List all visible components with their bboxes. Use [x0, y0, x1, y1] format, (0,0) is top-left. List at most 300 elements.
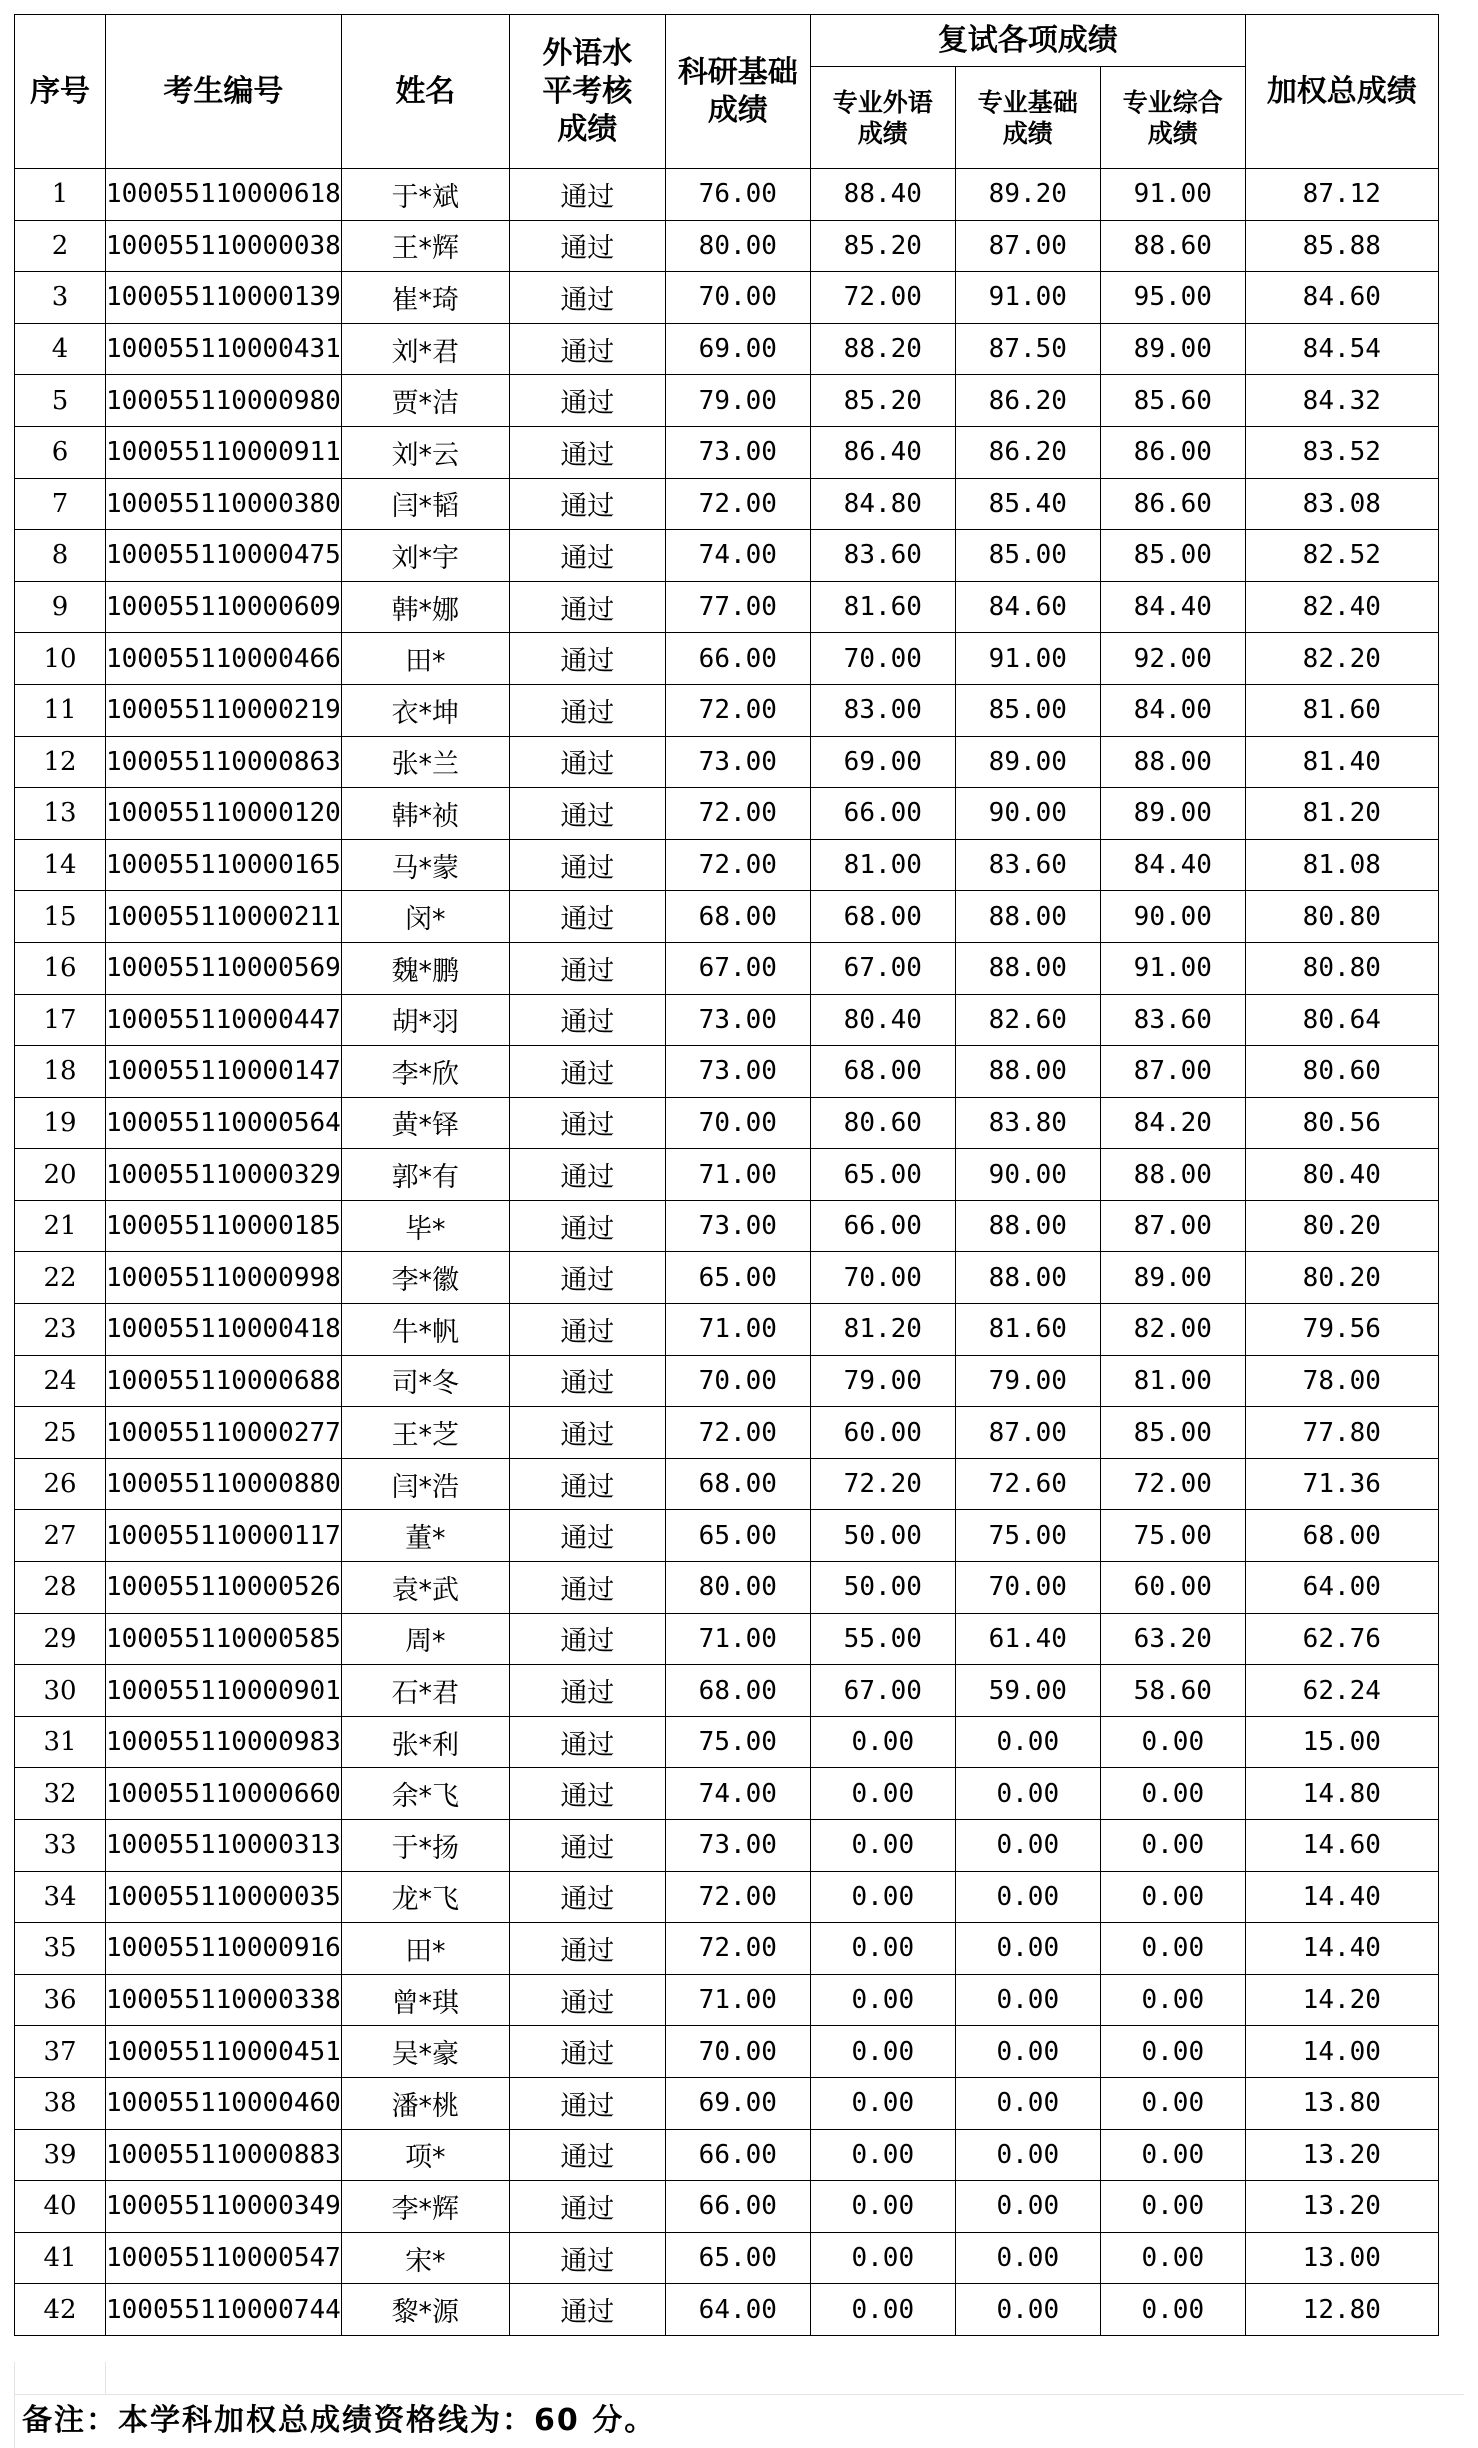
row-retest-basic: 87.50 — [955, 323, 1100, 375]
row-candidate-no: 100055110000460 — [106, 2077, 342, 2129]
row-retest-basic: 91.00 — [955, 633, 1100, 685]
table-row — [15, 1252, 1439, 1304]
row-name: 马*蒙 — [341, 839, 509, 891]
row-total: 64.00 — [1245, 1562, 1438, 1614]
row-research: 72.00 — [665, 1407, 810, 1459]
row-name: 闫*浩 — [341, 1458, 509, 1510]
row-foreign-lang: 通过 — [509, 736, 665, 788]
row-name: 刘*云 — [341, 426, 509, 478]
row-retest-basic: 0.00 — [955, 1923, 1100, 1975]
row-research: 72.00 — [665, 1871, 810, 1923]
table-row — [15, 1665, 1439, 1717]
row-retest-comp: 87.00 — [1100, 1046, 1245, 1098]
row-retest-basic: 0.00 — [955, 1820, 1100, 1872]
row-retest-lang: 66.00 — [810, 1200, 955, 1252]
row-retest-comp: 72.00 — [1100, 1458, 1245, 1510]
row-candidate-no: 100055110000883 — [106, 2129, 342, 2181]
row-candidate-no: 100055110000983 — [106, 1716, 342, 1768]
table-row — [15, 1355, 1439, 1407]
row-retest-comp: 0.00 — [1100, 2232, 1245, 2284]
table-row — [15, 1716, 1439, 1768]
row-retest-lang: 85.20 — [810, 375, 955, 427]
row-name: 刘*君 — [341, 323, 509, 375]
row-seq: 28 — [15, 1562, 106, 1614]
row-retest-basic: 88.00 — [955, 891, 1100, 943]
row-total: 82.20 — [1245, 633, 1438, 685]
header-retest-basic: 专业基础成绩 — [955, 67, 1100, 169]
row-seq: 10 — [15, 633, 106, 685]
row-seq: 3 — [15, 272, 106, 324]
row-research: 70.00 — [665, 1355, 810, 1407]
row-total: 84.54 — [1245, 323, 1438, 375]
row-total: 13.20 — [1245, 2129, 1438, 2181]
row-retest-basic: 0.00 — [955, 2232, 1100, 2284]
row-seq: 19 — [15, 1097, 106, 1149]
row-retest-basic: 0.00 — [955, 1974, 1100, 2026]
row-retest-comp: 89.00 — [1100, 323, 1245, 375]
row-retest-lang: 84.80 — [810, 478, 955, 530]
row-candidate-no: 100055110000329 — [106, 1149, 342, 1201]
score-table — [14, 14, 1439, 2336]
row-candidate-no: 100055110000313 — [106, 1820, 342, 1872]
row-retest-comp: 0.00 — [1100, 1820, 1245, 1872]
row-candidate-no: 100055110000998 — [106, 1252, 342, 1304]
table-row — [15, 942, 1439, 994]
row-total: 80.80 — [1245, 942, 1438, 994]
row-foreign-lang: 通过 — [509, 1974, 665, 2026]
row-candidate-no: 100055110000609 — [106, 581, 342, 633]
header-foreign-lang: 外语水平考核成绩 — [509, 15, 665, 169]
row-total: 62.24 — [1245, 1665, 1438, 1717]
row-foreign-lang: 通过 — [509, 426, 665, 478]
row-seq: 31 — [15, 1716, 106, 1768]
row-candidate-no: 100055110000911 — [106, 426, 342, 478]
table-row — [15, 581, 1439, 633]
row-retest-lang: 81.60 — [810, 581, 955, 633]
row-foreign-lang: 通过 — [509, 1510, 665, 1562]
row-retest-basic: 91.00 — [955, 272, 1100, 324]
row-foreign-lang: 通过 — [509, 1149, 665, 1201]
row-candidate-no: 100055110000451 — [106, 2026, 342, 2078]
row-seq: 38 — [15, 2077, 106, 2129]
row-seq: 30 — [15, 1665, 106, 1717]
row-retest-lang: 79.00 — [810, 1355, 955, 1407]
table-header — [15, 15, 1439, 169]
row-name: 韩*祯 — [341, 788, 509, 840]
row-seq: 39 — [15, 2129, 106, 2181]
row-foreign-lang: 通过 — [509, 788, 665, 840]
row-foreign-lang: 通过 — [509, 2181, 665, 2233]
header-retest-lang: 专业外语成绩 — [810, 67, 955, 169]
row-research: 70.00 — [665, 272, 810, 324]
row-name: 刘*宇 — [341, 530, 509, 582]
row-name: 袁*武 — [341, 1562, 509, 1614]
table-row — [15, 1097, 1439, 1149]
row-seq: 11 — [15, 684, 106, 736]
row-seq: 40 — [15, 2181, 106, 2233]
row-foreign-lang: 通过 — [509, 942, 665, 994]
row-research: 69.00 — [665, 2077, 810, 2129]
row-retest-basic: 0.00 — [955, 2026, 1100, 2078]
row-candidate-no: 100055110000526 — [106, 1562, 342, 1614]
row-candidate-no: 100055110000447 — [106, 994, 342, 1046]
row-research: 70.00 — [665, 1097, 810, 1149]
row-retest-basic: 88.00 — [955, 942, 1100, 994]
row-candidate-no: 100055110000980 — [106, 375, 342, 427]
row-total: 13.80 — [1245, 2077, 1438, 2129]
row-foreign-lang: 通过 — [509, 169, 665, 221]
row-retest-lang: 0.00 — [810, 2181, 955, 2233]
row-candidate-no: 100055110000165 — [106, 839, 342, 891]
row-research: 72.00 — [665, 684, 810, 736]
row-retest-basic: 83.60 — [955, 839, 1100, 891]
row-retest-basic: 86.20 — [955, 426, 1100, 478]
row-total: 14.40 — [1245, 1871, 1438, 1923]
row-retest-comp: 87.00 — [1100, 1200, 1245, 1252]
row-total: 13.00 — [1245, 2232, 1438, 2284]
row-research: 65.00 — [665, 1252, 810, 1304]
row-retest-comp: 84.20 — [1100, 1097, 1245, 1149]
row-retest-lang: 65.00 — [810, 1149, 955, 1201]
row-retest-comp: 90.00 — [1100, 891, 1245, 943]
row-total: 14.00 — [1245, 2026, 1438, 2078]
row-retest-comp: 58.60 — [1100, 1665, 1245, 1717]
row-candidate-no: 100055110000349 — [106, 2181, 342, 2233]
row-foreign-lang: 通过 — [509, 1200, 665, 1252]
row-retest-basic: 0.00 — [955, 2077, 1100, 2129]
row-foreign-lang: 通过 — [509, 1820, 665, 1872]
row-total: 85.88 — [1245, 220, 1438, 272]
row-name: 黄*铎 — [341, 1097, 509, 1149]
row-retest-basic: 84.60 — [955, 581, 1100, 633]
row-retest-lang: 70.00 — [810, 633, 955, 685]
row-retest-comp: 0.00 — [1100, 1974, 1245, 2026]
row-research: 68.00 — [665, 1665, 810, 1717]
row-name: 董* — [341, 1510, 509, 1562]
row-total: 14.20 — [1245, 1974, 1438, 2026]
row-foreign-lang: 通过 — [509, 1046, 665, 1098]
table-row — [15, 2284, 1439, 2336]
row-seq: 17 — [15, 994, 106, 1046]
row-total: 80.80 — [1245, 891, 1438, 943]
table-row — [15, 1768, 1439, 1820]
row-retest-comp: 88.00 — [1100, 736, 1245, 788]
row-seq: 24 — [15, 1355, 106, 1407]
row-retest-lang: 50.00 — [810, 1562, 955, 1614]
row-total: 87.12 — [1245, 169, 1438, 221]
row-foreign-lang: 通过 — [509, 839, 665, 891]
row-seq: 26 — [15, 1458, 106, 1510]
table-row — [15, 2129, 1439, 2181]
row-research: 79.00 — [665, 375, 810, 427]
row-name: 魏*鹏 — [341, 942, 509, 994]
row-retest-comp: 83.60 — [1100, 994, 1245, 1046]
row-candidate-no: 100055110000466 — [106, 633, 342, 685]
row-retest-comp: 91.00 — [1100, 942, 1245, 994]
row-retest-lang: 0.00 — [810, 2077, 955, 2129]
row-retest-basic: 90.00 — [955, 1149, 1100, 1201]
row-retest-basic: 81.60 — [955, 1304, 1100, 1356]
row-retest-basic: 89.20 — [955, 169, 1100, 221]
row-candidate-no: 100055110000418 — [106, 1304, 342, 1356]
row-retest-comp: 95.00 — [1100, 272, 1245, 324]
row-research: 66.00 — [665, 2129, 810, 2181]
table-row — [15, 736, 1439, 788]
row-retest-comp: 0.00 — [1100, 2284, 1245, 2336]
row-foreign-lang: 通过 — [509, 1304, 665, 1356]
row-name: 闵* — [341, 891, 509, 943]
row-research: 71.00 — [665, 1304, 810, 1356]
row-candidate-no: 100055110000035 — [106, 1871, 342, 1923]
row-candidate-no: 100055110000219 — [106, 684, 342, 736]
row-seq: 12 — [15, 736, 106, 788]
row-name: 曾*琪 — [341, 1974, 509, 2026]
row-seq: 14 — [15, 839, 106, 891]
row-retest-lang: 72.00 — [810, 272, 955, 324]
row-total: 12.80 — [1245, 2284, 1438, 2336]
row-total: 77.80 — [1245, 1407, 1438, 1459]
row-foreign-lang: 通过 — [509, 1613, 665, 1665]
row-retest-comp: 82.00 — [1100, 1304, 1245, 1356]
row-retest-basic: 85.00 — [955, 530, 1100, 582]
row-candidate-no: 100055110000660 — [106, 1768, 342, 1820]
row-seq: 23 — [15, 1304, 106, 1356]
row-name: 龙*飞 — [341, 1871, 509, 1923]
row-retest-comp: 0.00 — [1100, 2181, 1245, 2233]
table-row — [15, 1923, 1439, 1975]
row-foreign-lang: 通过 — [509, 375, 665, 427]
row-candidate-no: 100055110000277 — [106, 1407, 342, 1459]
table-row — [15, 323, 1439, 375]
row-foreign-lang: 通过 — [509, 530, 665, 582]
row-total: 80.64 — [1245, 994, 1438, 1046]
table-row — [15, 272, 1439, 324]
row-retest-lang: 88.40 — [810, 169, 955, 221]
row-total: 83.08 — [1245, 478, 1438, 530]
row-retest-comp: 85.00 — [1100, 530, 1245, 582]
row-retest-lang: 67.00 — [810, 942, 955, 994]
row-retest-comp: 85.60 — [1100, 375, 1245, 427]
row-retest-comp: 60.00 — [1100, 1562, 1245, 1614]
table-row — [15, 220, 1439, 272]
row-research: 72.00 — [665, 839, 810, 891]
row-retest-lang: 55.00 — [810, 1613, 955, 1665]
header-seq: 序号 — [15, 15, 106, 169]
row-total: 62.76 — [1245, 1613, 1438, 1665]
row-seq: 18 — [15, 1046, 106, 1098]
row-foreign-lang: 通过 — [509, 2232, 665, 2284]
row-foreign-lang: 通过 — [509, 684, 665, 736]
table-row — [15, 426, 1439, 478]
row-seq: 20 — [15, 1149, 106, 1201]
row-retest-lang: 50.00 — [810, 1510, 955, 1562]
row-research: 68.00 — [665, 1458, 810, 1510]
row-retest-lang: 0.00 — [810, 1820, 955, 1872]
row-seq: 29 — [15, 1613, 106, 1665]
table-row — [15, 375, 1439, 427]
row-seq: 1 — [15, 169, 106, 221]
footnote: 备注：本学科加权总成绩资格线为：60 分。 — [22, 2403, 657, 2438]
row-retest-comp: 81.00 — [1100, 1355, 1245, 1407]
row-name: 闫*韬 — [341, 478, 509, 530]
row-candidate-no: 100055110000901 — [106, 1665, 342, 1717]
table-row — [15, 1200, 1439, 1252]
row-name: 牛*帆 — [341, 1304, 509, 1356]
table-row — [15, 1820, 1439, 1872]
row-name: 王*芝 — [341, 1407, 509, 1459]
row-research: 67.00 — [665, 942, 810, 994]
row-name: 田* — [341, 633, 509, 685]
row-seq: 7 — [15, 478, 106, 530]
row-retest-comp: 84.40 — [1100, 581, 1245, 633]
row-name: 崔*琦 — [341, 272, 509, 324]
row-foreign-lang: 通过 — [509, 2284, 665, 2336]
row-total: 14.60 — [1245, 1820, 1438, 1872]
row-research: 72.00 — [665, 478, 810, 530]
table-row — [15, 1149, 1439, 1201]
row-retest-comp: 86.60 — [1100, 478, 1245, 530]
row-retest-lang: 69.00 — [810, 736, 955, 788]
row-retest-basic: 75.00 — [955, 1510, 1100, 1562]
row-seq: 36 — [15, 1974, 106, 2026]
row-retest-lang: 83.60 — [810, 530, 955, 582]
table-row — [15, 478, 1439, 530]
row-candidate-no: 100055110000880 — [106, 1458, 342, 1510]
row-candidate-no: 100055110000380 — [106, 478, 342, 530]
row-retest-lang: 0.00 — [810, 2232, 955, 2284]
row-foreign-lang: 通过 — [509, 220, 665, 272]
row-seq: 21 — [15, 1200, 106, 1252]
row-retest-lang: 80.60 — [810, 1097, 955, 1149]
row-seq: 34 — [15, 1871, 106, 1923]
row-seq: 41 — [15, 2232, 106, 2284]
row-total: 68.00 — [1245, 1510, 1438, 1562]
row-candidate-no: 100055110000564 — [106, 1097, 342, 1149]
row-research: 68.00 — [665, 891, 810, 943]
table-row — [15, 1046, 1439, 1098]
row-retest-lang: 67.00 — [810, 1665, 955, 1717]
row-total: 80.20 — [1245, 1200, 1438, 1252]
row-research: 69.00 — [665, 323, 810, 375]
row-foreign-lang: 通过 — [509, 478, 665, 530]
row-retest-comp: 0.00 — [1100, 1768, 1245, 1820]
row-name: 吴*豪 — [341, 2026, 509, 2078]
row-retest-lang: 0.00 — [810, 2129, 955, 2181]
row-retest-basic: 90.00 — [955, 788, 1100, 840]
row-total: 81.08 — [1245, 839, 1438, 891]
row-candidate-no: 100055110000585 — [106, 1613, 342, 1665]
table-row — [15, 633, 1439, 685]
row-retest-comp: 89.00 — [1100, 1252, 1245, 1304]
row-retest-basic: 0.00 — [955, 1871, 1100, 1923]
row-research: 65.00 — [665, 2232, 810, 2284]
row-foreign-lang: 通过 — [509, 633, 665, 685]
row-seq: 42 — [15, 2284, 106, 2336]
row-total: 80.40 — [1245, 1149, 1438, 1201]
row-retest-comp: 88.60 — [1100, 220, 1245, 272]
row-name: 田* — [341, 1923, 509, 1975]
row-seq: 16 — [15, 942, 106, 994]
row-retest-comp: 86.00 — [1100, 426, 1245, 478]
row-foreign-lang: 通过 — [509, 2129, 665, 2181]
row-candidate-no: 100055110000147 — [106, 1046, 342, 1098]
row-foreign-lang: 通过 — [509, 2026, 665, 2078]
row-research: 70.00 — [665, 2026, 810, 2078]
row-total: 71.36 — [1245, 1458, 1438, 1510]
row-total: 80.60 — [1245, 1046, 1438, 1098]
row-research: 66.00 — [665, 633, 810, 685]
row-retest-basic: 0.00 — [955, 1716, 1100, 1768]
row-retest-comp: 91.00 — [1100, 169, 1245, 221]
row-candidate-no: 100055110000120 — [106, 788, 342, 840]
row-candidate-no: 100055110000475 — [106, 530, 342, 582]
table-row — [15, 2077, 1439, 2129]
row-research: 72.00 — [665, 788, 810, 840]
row-retest-basic: 61.40 — [955, 1613, 1100, 1665]
header-research: 科研基础成绩 — [665, 15, 810, 169]
row-candidate-no: 100055110000569 — [106, 942, 342, 994]
row-research: 74.00 — [665, 1768, 810, 1820]
row-retest-lang: 70.00 — [810, 1252, 955, 1304]
row-retest-basic: 89.00 — [955, 736, 1100, 788]
row-foreign-lang: 通过 — [509, 1097, 665, 1149]
row-candidate-no: 100055110000185 — [106, 1200, 342, 1252]
row-research: 74.00 — [665, 530, 810, 582]
row-candidate-no: 100055110000211 — [106, 891, 342, 943]
row-seq: 8 — [15, 530, 106, 582]
row-name: 项* — [341, 2129, 509, 2181]
table-row — [15, 530, 1439, 582]
row-seq: 22 — [15, 1252, 106, 1304]
row-name: 石*君 — [341, 1665, 509, 1717]
row-research: 77.00 — [665, 581, 810, 633]
row-total: 81.60 — [1245, 684, 1438, 736]
row-retest-basic: 82.60 — [955, 994, 1100, 1046]
row-foreign-lang: 通过 — [509, 323, 665, 375]
row-retest-lang: 83.00 — [810, 684, 955, 736]
row-name: 郭*有 — [341, 1149, 509, 1201]
row-retest-lang: 86.40 — [810, 426, 955, 478]
row-retest-comp: 84.40 — [1100, 839, 1245, 891]
row-retest-lang: 0.00 — [810, 1716, 955, 1768]
row-retest-basic: 0.00 — [955, 1768, 1100, 1820]
row-research: 64.00 — [665, 2284, 810, 2336]
row-candidate-no: 100055110000338 — [106, 1974, 342, 2026]
row-total: 14.40 — [1245, 1923, 1438, 1975]
row-total: 84.60 — [1245, 272, 1438, 324]
row-retest-basic: 85.40 — [955, 478, 1100, 530]
row-retest-comp: 75.00 — [1100, 1510, 1245, 1562]
header-total: 加权总成绩 — [1245, 15, 1438, 169]
row-retest-basic: 88.00 — [955, 1046, 1100, 1098]
row-retest-basic: 87.00 — [955, 220, 1100, 272]
row-total: 82.52 — [1245, 530, 1438, 582]
row-seq: 27 — [15, 1510, 106, 1562]
table-row — [15, 169, 1439, 221]
row-research: 73.00 — [665, 1200, 810, 1252]
row-name: 宋* — [341, 2232, 509, 2284]
row-retest-lang: 81.20 — [810, 1304, 955, 1356]
score-sheet — [14, 14, 1439, 2336]
row-retest-lang: 0.00 — [810, 1923, 955, 1975]
row-foreign-lang: 通过 — [509, 1768, 665, 1820]
row-retest-comp: 0.00 — [1100, 2077, 1245, 2129]
row-name: 于*斌 — [341, 169, 509, 221]
row-total: 78.00 — [1245, 1355, 1438, 1407]
row-name: 韩*娜 — [341, 581, 509, 633]
row-retest-basic: 59.00 — [955, 1665, 1100, 1717]
row-seq: 33 — [15, 1820, 106, 1872]
